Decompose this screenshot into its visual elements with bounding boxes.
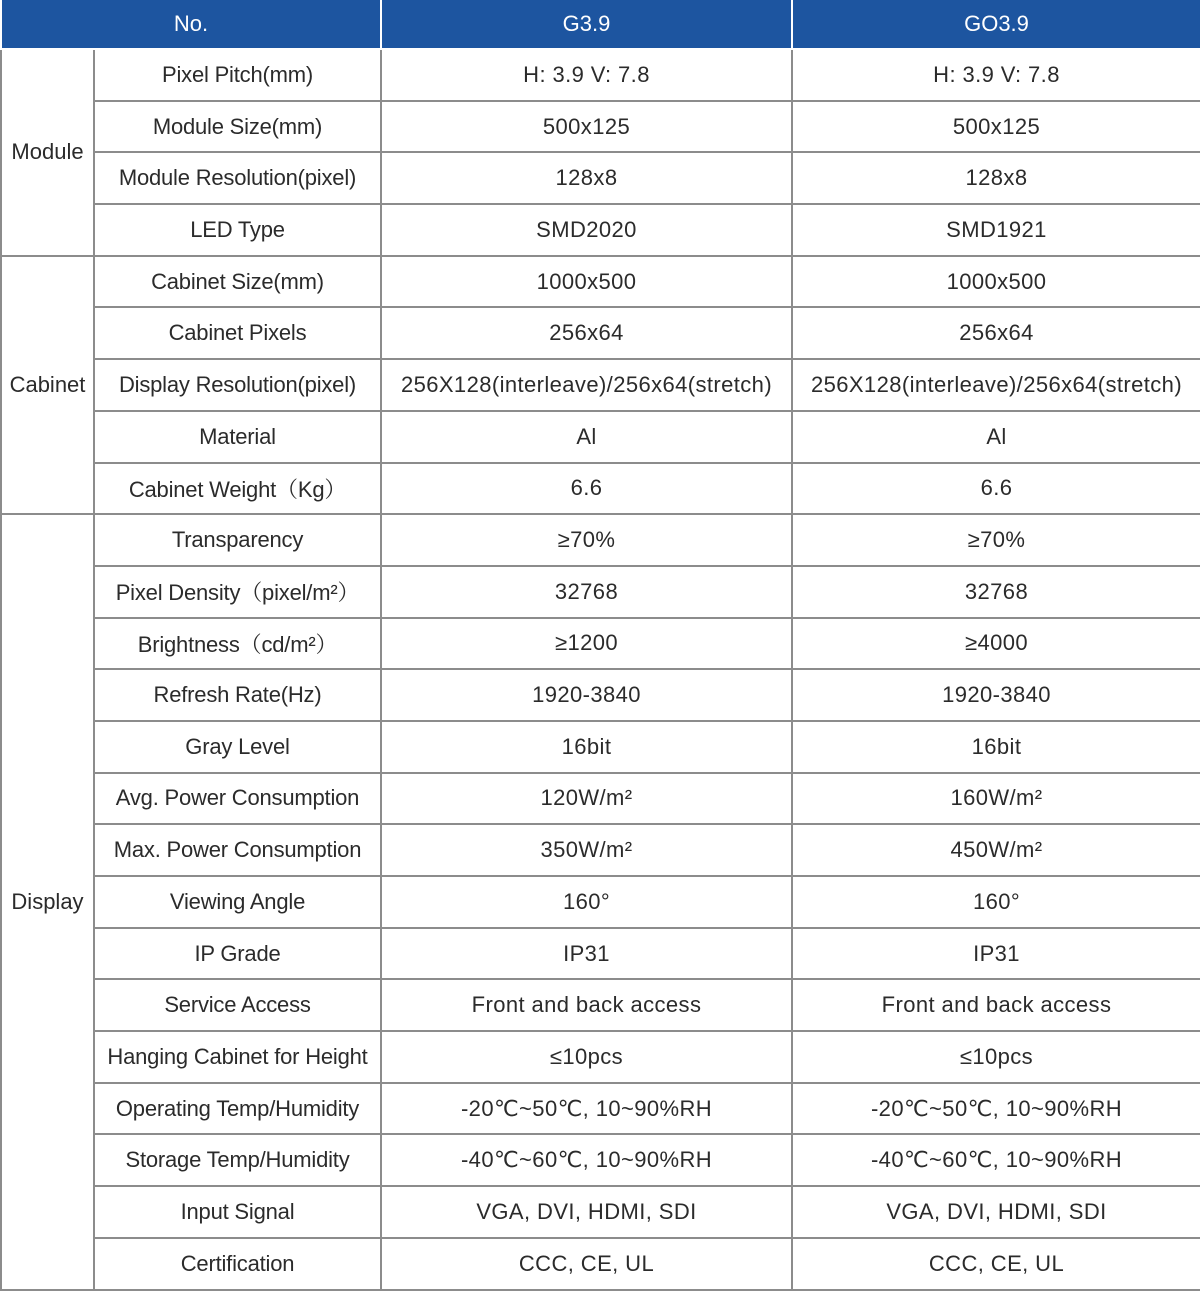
- table-row: [1, 152, 1200, 204]
- table-row: [1, 773, 1200, 825]
- value-g39: 1920-3840: [381, 669, 792, 721]
- parameter-label: LED Type: [94, 204, 381, 256]
- parameter-label: Pixel Pitch(mm): [94, 49, 381, 101]
- table-row: [1, 1134, 1200, 1186]
- value-g39: 256X128(interleave)/256x64(stretch): [381, 359, 792, 411]
- table-row: [1, 928, 1200, 980]
- table-row: [1, 256, 1200, 308]
- table-row: [1, 566, 1200, 618]
- table-row: [1, 824, 1200, 876]
- value-go39: 32768: [792, 566, 1200, 618]
- value-g39: 32768: [381, 566, 792, 618]
- table-row: [1, 979, 1200, 1031]
- parameter-label: Module Size(mm): [94, 101, 381, 153]
- header-model-go39: GO3.9: [792, 0, 1200, 49]
- table-row: [1, 514, 1200, 566]
- parameter-label: Storage Temp/Humidity: [94, 1134, 381, 1186]
- parameter-label: Transparency: [94, 514, 381, 566]
- spec-body: [1, 49, 1200, 1290]
- group-label-cabinet: Cabinet: [1, 256, 94, 514]
- value-go39: 128x8: [792, 152, 1200, 204]
- value-g39: IP31: [381, 928, 792, 980]
- value-g39: 1000x500: [381, 256, 792, 308]
- value-g39: H: 3.9 V: 7.8: [381, 49, 792, 101]
- table-row: [1, 1083, 1200, 1135]
- parameter-label: Cabinet Size(mm): [94, 256, 381, 308]
- table-row: [1, 1031, 1200, 1083]
- value-go39: 1920-3840: [792, 669, 1200, 721]
- value-go39: Al: [792, 411, 1200, 463]
- parameter-label: Module Resolution(pixel): [94, 152, 381, 204]
- table-row: [1, 204, 1200, 256]
- value-go39: 1000x500: [792, 256, 1200, 308]
- parameter-label: Avg. Power Consumption: [94, 773, 381, 825]
- value-go39: 6.6: [792, 463, 1200, 515]
- table-row: [1, 463, 1200, 515]
- table-row: [1, 307, 1200, 359]
- value-g39: Front and back access: [381, 979, 792, 1031]
- value-go39: 160W/m²: [792, 773, 1200, 825]
- parameter-label: Input Signal: [94, 1186, 381, 1238]
- value-go39: ≥4000: [792, 618, 1200, 670]
- table-row: [1, 1186, 1200, 1238]
- table-row: [1, 411, 1200, 463]
- parameter-label: Cabinet Pixels: [94, 307, 381, 359]
- parameter-label: Brightness（cd/m²）: [94, 618, 381, 670]
- value-go39: SMD1921: [792, 204, 1200, 256]
- value-go39: IP31: [792, 928, 1200, 980]
- value-g39: VGA, DVI, HDMI, SDI: [381, 1186, 792, 1238]
- value-g39: 6.6: [381, 463, 792, 515]
- parameter-label: Hanging Cabinet for Height: [94, 1031, 381, 1083]
- parameter-label: Cabinet Weight（Kg）: [94, 463, 381, 515]
- table-row: [1, 359, 1200, 411]
- value-go39: 500x125: [792, 101, 1200, 153]
- header-no: No.: [1, 0, 381, 49]
- parameter-label: Service Access: [94, 979, 381, 1031]
- parameter-label: Pixel Density（pixel/m²）: [94, 566, 381, 618]
- value-g39: -20℃~50℃, 10~90%RH: [381, 1083, 792, 1135]
- value-go39: 160°: [792, 876, 1200, 928]
- value-go39: 16bit: [792, 721, 1200, 773]
- table-row: [1, 669, 1200, 721]
- parameter-label: Certification: [94, 1238, 381, 1290]
- parameter-label: Max. Power Consumption: [94, 824, 381, 876]
- value-go39: 256x64: [792, 307, 1200, 359]
- value-g39: 500x125: [381, 101, 792, 153]
- value-go39: VGA, DVI, HDMI, SDI: [792, 1186, 1200, 1238]
- value-g39: Al: [381, 411, 792, 463]
- parameter-label: Viewing Angle: [94, 876, 381, 928]
- value-go39: H: 3.9 V: 7.8: [792, 49, 1200, 101]
- value-g39: SMD2020: [381, 204, 792, 256]
- parameter-label: Material: [94, 411, 381, 463]
- parameter-label: Display Resolution(pixel): [94, 359, 381, 411]
- value-go39: -40℃~60℃, 10~90%RH: [792, 1134, 1200, 1186]
- group-label-module: Module: [1, 49, 94, 256]
- value-go39: CCC, CE, UL: [792, 1238, 1200, 1290]
- value-g39: 120W/m²: [381, 773, 792, 825]
- value-g39: ≤10pcs: [381, 1031, 792, 1083]
- parameter-label: Refresh Rate(Hz): [94, 669, 381, 721]
- table-row: [1, 49, 1200, 101]
- table-row: [1, 101, 1200, 153]
- parameter-label: IP Grade: [94, 928, 381, 980]
- table-row: [1, 876, 1200, 928]
- value-go39: 450W/m²: [792, 824, 1200, 876]
- value-go39: 256X128(interleave)/256x64(stretch): [792, 359, 1200, 411]
- table-row: [1, 618, 1200, 670]
- value-g39: 350W/m²: [381, 824, 792, 876]
- value-g39: CCC, CE, UL: [381, 1238, 792, 1290]
- table-row: [1, 721, 1200, 773]
- value-g39: 16bit: [381, 721, 792, 773]
- header-row: [1, 0, 1200, 49]
- value-go39: Front and back access: [792, 979, 1200, 1031]
- value-go39: ≤10pcs: [792, 1031, 1200, 1083]
- value-g39: -40℃~60℃, 10~90%RH: [381, 1134, 792, 1186]
- value-g39: 256x64: [381, 307, 792, 359]
- value-go39: ≥70%: [792, 514, 1200, 566]
- value-g39: 160°: [381, 876, 792, 928]
- value-go39: -20℃~50℃, 10~90%RH: [792, 1083, 1200, 1135]
- value-g39: 128x8: [381, 152, 792, 204]
- value-g39: ≥1200: [381, 618, 792, 670]
- parameter-label: Gray Level: [94, 721, 381, 773]
- table-row: [1, 1238, 1200, 1290]
- value-g39: ≥70%: [381, 514, 792, 566]
- header-model-g39: G3.9: [381, 0, 792, 49]
- parameter-label: Operating Temp/Humidity: [94, 1083, 381, 1135]
- group-label-display: Display: [1, 514, 94, 1289]
